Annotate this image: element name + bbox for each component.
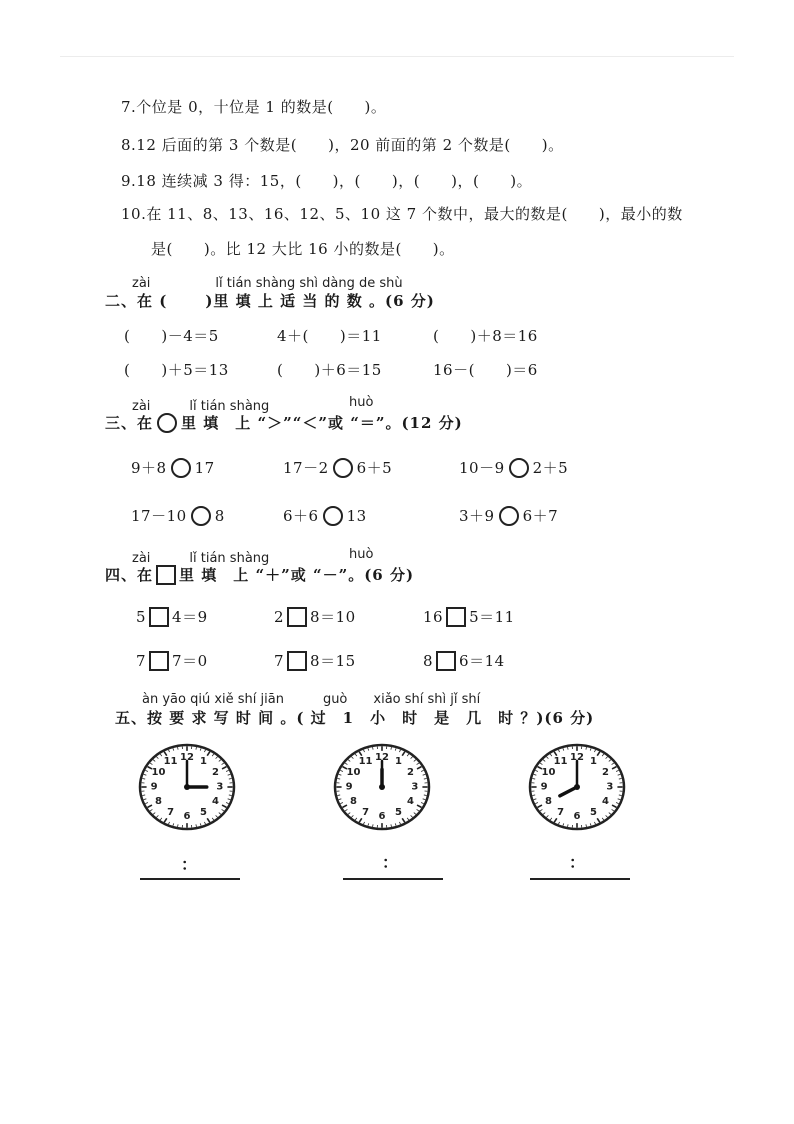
- clock-tick: [229, 779, 232, 780]
- s2-r1-c3: ( )＋8＝16: [433, 327, 538, 345]
- s3-item-5: 6＋6 13: [283, 507, 367, 525]
- s2-r2-c2: ( )＋6＝15: [277, 361, 382, 379]
- answer-colon-2: ：: [382, 853, 399, 872]
- clock-tick: [424, 795, 427, 796]
- s4-item-5: 7 8＝15: [274, 652, 356, 670]
- clock-tick: [391, 824, 392, 826]
- clock-numeral: 12: [570, 752, 584, 764]
- clock-face-2: [332, 742, 432, 832]
- compare-circle[interactable]: [323, 506, 343, 526]
- clock-tick: [178, 747, 179, 749]
- clock-numeral: 12: [375, 752, 389, 764]
- section2-title-pre: 二、在 (: [105, 292, 168, 310]
- clock-tick: [142, 779, 145, 780]
- s2-r1-c1: ( )－4＝5: [124, 327, 219, 345]
- compare-circle[interactable]: [191, 506, 211, 526]
- clock-tick: [373, 747, 374, 749]
- clock-numeral: 12: [180, 752, 194, 764]
- clock-numeral: 2: [212, 766, 219, 778]
- clock-tick: [568, 747, 569, 749]
- clock-numeral: 1: [589, 756, 597, 768]
- section5-pinyin: àn yāo qiú xiě shí jiān guò xiǎo shí shì jǐ shí: [142, 692, 481, 707]
- operator-box[interactable]: [149, 651, 169, 671]
- s4-item-4: 7 7＝0: [136, 652, 208, 670]
- clock-numeral: 6: [183, 810, 191, 822]
- clock-numeral: 10: [346, 766, 361, 778]
- clock-tick: [424, 779, 427, 780]
- section3-heading: [105, 412, 463, 433]
- clock-tick: [532, 795, 535, 796]
- clock-numeral: 3: [606, 781, 614, 793]
- answer-line-3[interactable]: [530, 878, 630, 881]
- operator-box[interactable]: [436, 651, 456, 671]
- clock-tick: [373, 824, 374, 826]
- answer-line-2[interactable]: [343, 878, 443, 881]
- clock-numeral: 11: [163, 756, 178, 768]
- clock-tick: [337, 779, 340, 780]
- clock-numeral: 5: [589, 806, 597, 818]
- clock-tick: [619, 779, 622, 780]
- clock-numeral: 7: [362, 806, 370, 818]
- compare-circle[interactable]: [499, 506, 519, 526]
- question-10-line1: 10.在 11、8、13、16、12、5、10 这 7 个数中，最大的数是( )，最小的数: [121, 205, 683, 223]
- clock-tick: [586, 747, 587, 749]
- question-10-line2: 是( )。比 12 大比 16 小的数是( )。: [151, 240, 455, 258]
- section2-heading: [105, 290, 435, 311]
- operator-box[interactable]: [149, 607, 169, 627]
- s2-r2-c3: 16－( )＝6: [433, 361, 538, 379]
- clock-tick: [532, 779, 535, 780]
- s4-item-6: 8 6＝14: [423, 652, 505, 670]
- clock-numeral: 3: [411, 781, 419, 793]
- question-8: 8.12 后面的第 3 个数是( )，20 前面的第 2 个数是( )。: [121, 136, 564, 154]
- section2-title-post: )里 填 上 适 当 的 数 。(6 分): [205, 292, 435, 310]
- section4-title-pre: 四、在: [105, 566, 154, 584]
- clock-numeral: 5: [394, 806, 402, 818]
- circle-blank-icon: [157, 413, 177, 433]
- answer-colon-1: ：: [181, 855, 198, 874]
- compare-circle[interactable]: [509, 458, 529, 478]
- clock-numeral: 1: [199, 756, 207, 768]
- clock-tick: [337, 795, 340, 796]
- clock-numeral: 2: [407, 766, 414, 778]
- s3-item-6: 3＋9 6＋7: [459, 507, 559, 525]
- operator-box[interactable]: [287, 651, 307, 671]
- page-top-rule: [60, 56, 734, 57]
- section3-pinyin-1: zài lǐ tián shàng: [132, 399, 270, 414]
- question-9: 9.18 连续减 3 得：15，( )，( )，( )，( )。: [121, 172, 533, 190]
- clock-tick: [196, 747, 197, 749]
- clock-numeral: 10: [541, 766, 556, 778]
- s3-item-1: 9＋8 17: [131, 459, 215, 477]
- clock-tick: [586, 824, 587, 826]
- section3-title-post: 里 填 上 “＞”“＜”或 “＝”。(12 分): [181, 414, 463, 432]
- clock-numeral: 4: [407, 796, 414, 808]
- s3-item-2: 17－2 6＋5: [283, 459, 393, 477]
- clock-tick: [568, 824, 569, 826]
- clock-center: [184, 784, 190, 790]
- clock-numeral: 3: [216, 781, 224, 793]
- clock-face-1: [137, 742, 237, 832]
- s2-r2-c1: ( )＋5＝13: [124, 361, 229, 379]
- answer-colon-3: ：: [569, 853, 586, 872]
- clock-numeral: 4: [602, 796, 609, 808]
- compare-circle[interactable]: [171, 458, 191, 478]
- section3-pinyin-2: huò: [349, 395, 374, 410]
- clock-numeral: 9: [345, 781, 353, 793]
- operator-box[interactable]: [446, 607, 466, 627]
- clock-numeral: 4: [212, 796, 219, 808]
- clock-numeral: 8: [155, 796, 162, 808]
- clock-numeral: 6: [573, 810, 581, 822]
- s2-r1-c2: 4＋( )＝11: [277, 327, 382, 345]
- section3-title-pre: 三、在: [105, 414, 154, 432]
- clock-numeral: 9: [540, 781, 548, 793]
- clock-center: [379, 784, 385, 790]
- clock-numeral: 11: [358, 756, 373, 768]
- operator-box[interactable]: [287, 607, 307, 627]
- clock-numeral: 9: [150, 781, 158, 793]
- s4-item-3: 16 5＝11: [423, 608, 515, 626]
- clock-tick: [142, 795, 145, 796]
- answer-line-1[interactable]: [140, 878, 240, 881]
- clock-center: [574, 784, 580, 790]
- section4-title-post: 里 填 上 “＋”或 “－”。(6 分): [179, 566, 415, 584]
- section4-pinyin-1: zài lǐ tián shàng: [132, 551, 270, 566]
- s3-item-3: 10－9 2＋5: [459, 459, 569, 477]
- clock-numeral: 1: [394, 756, 402, 768]
- clock-tick: [391, 747, 392, 749]
- clock-numeral: 10: [151, 766, 166, 778]
- clock-numeral: 8: [545, 796, 552, 808]
- clock-numeral: 2: [602, 766, 609, 778]
- section2-pinyin: zài lǐ tián shàng shì dàng de shù: [132, 276, 403, 291]
- square-blank-icon: [156, 565, 176, 585]
- compare-circle[interactable]: [333, 458, 353, 478]
- section4-pinyin-2: huò: [349, 547, 374, 562]
- clock-tick: [196, 824, 197, 826]
- clock-numeral: 7: [557, 806, 565, 818]
- clock-face-3: [527, 742, 627, 832]
- clock-numeral: 6: [378, 810, 386, 822]
- question-7: 7.个位是 0，十位是 1 的数是( )。: [121, 98, 387, 116]
- s4-item-1: 5 4＝9: [136, 608, 208, 626]
- clock-tick: [229, 795, 232, 796]
- clock-tick: [178, 824, 179, 826]
- s4-item-2: 2 8＝10: [274, 608, 356, 626]
- clock-numeral: 7: [167, 806, 175, 818]
- clock-numeral: 8: [350, 796, 357, 808]
- clock-numeral: 11: [553, 756, 568, 768]
- clock-numeral: 5: [199, 806, 207, 818]
- section5-heading: 五、按 要 求 写 时 间 。( 过 1 小 时 是 几 时 ？)(6 分): [115, 709, 595, 727]
- s3-item-4: 17－10 8: [131, 507, 225, 525]
- section4-heading: [105, 564, 414, 585]
- clock-tick: [619, 795, 622, 796]
